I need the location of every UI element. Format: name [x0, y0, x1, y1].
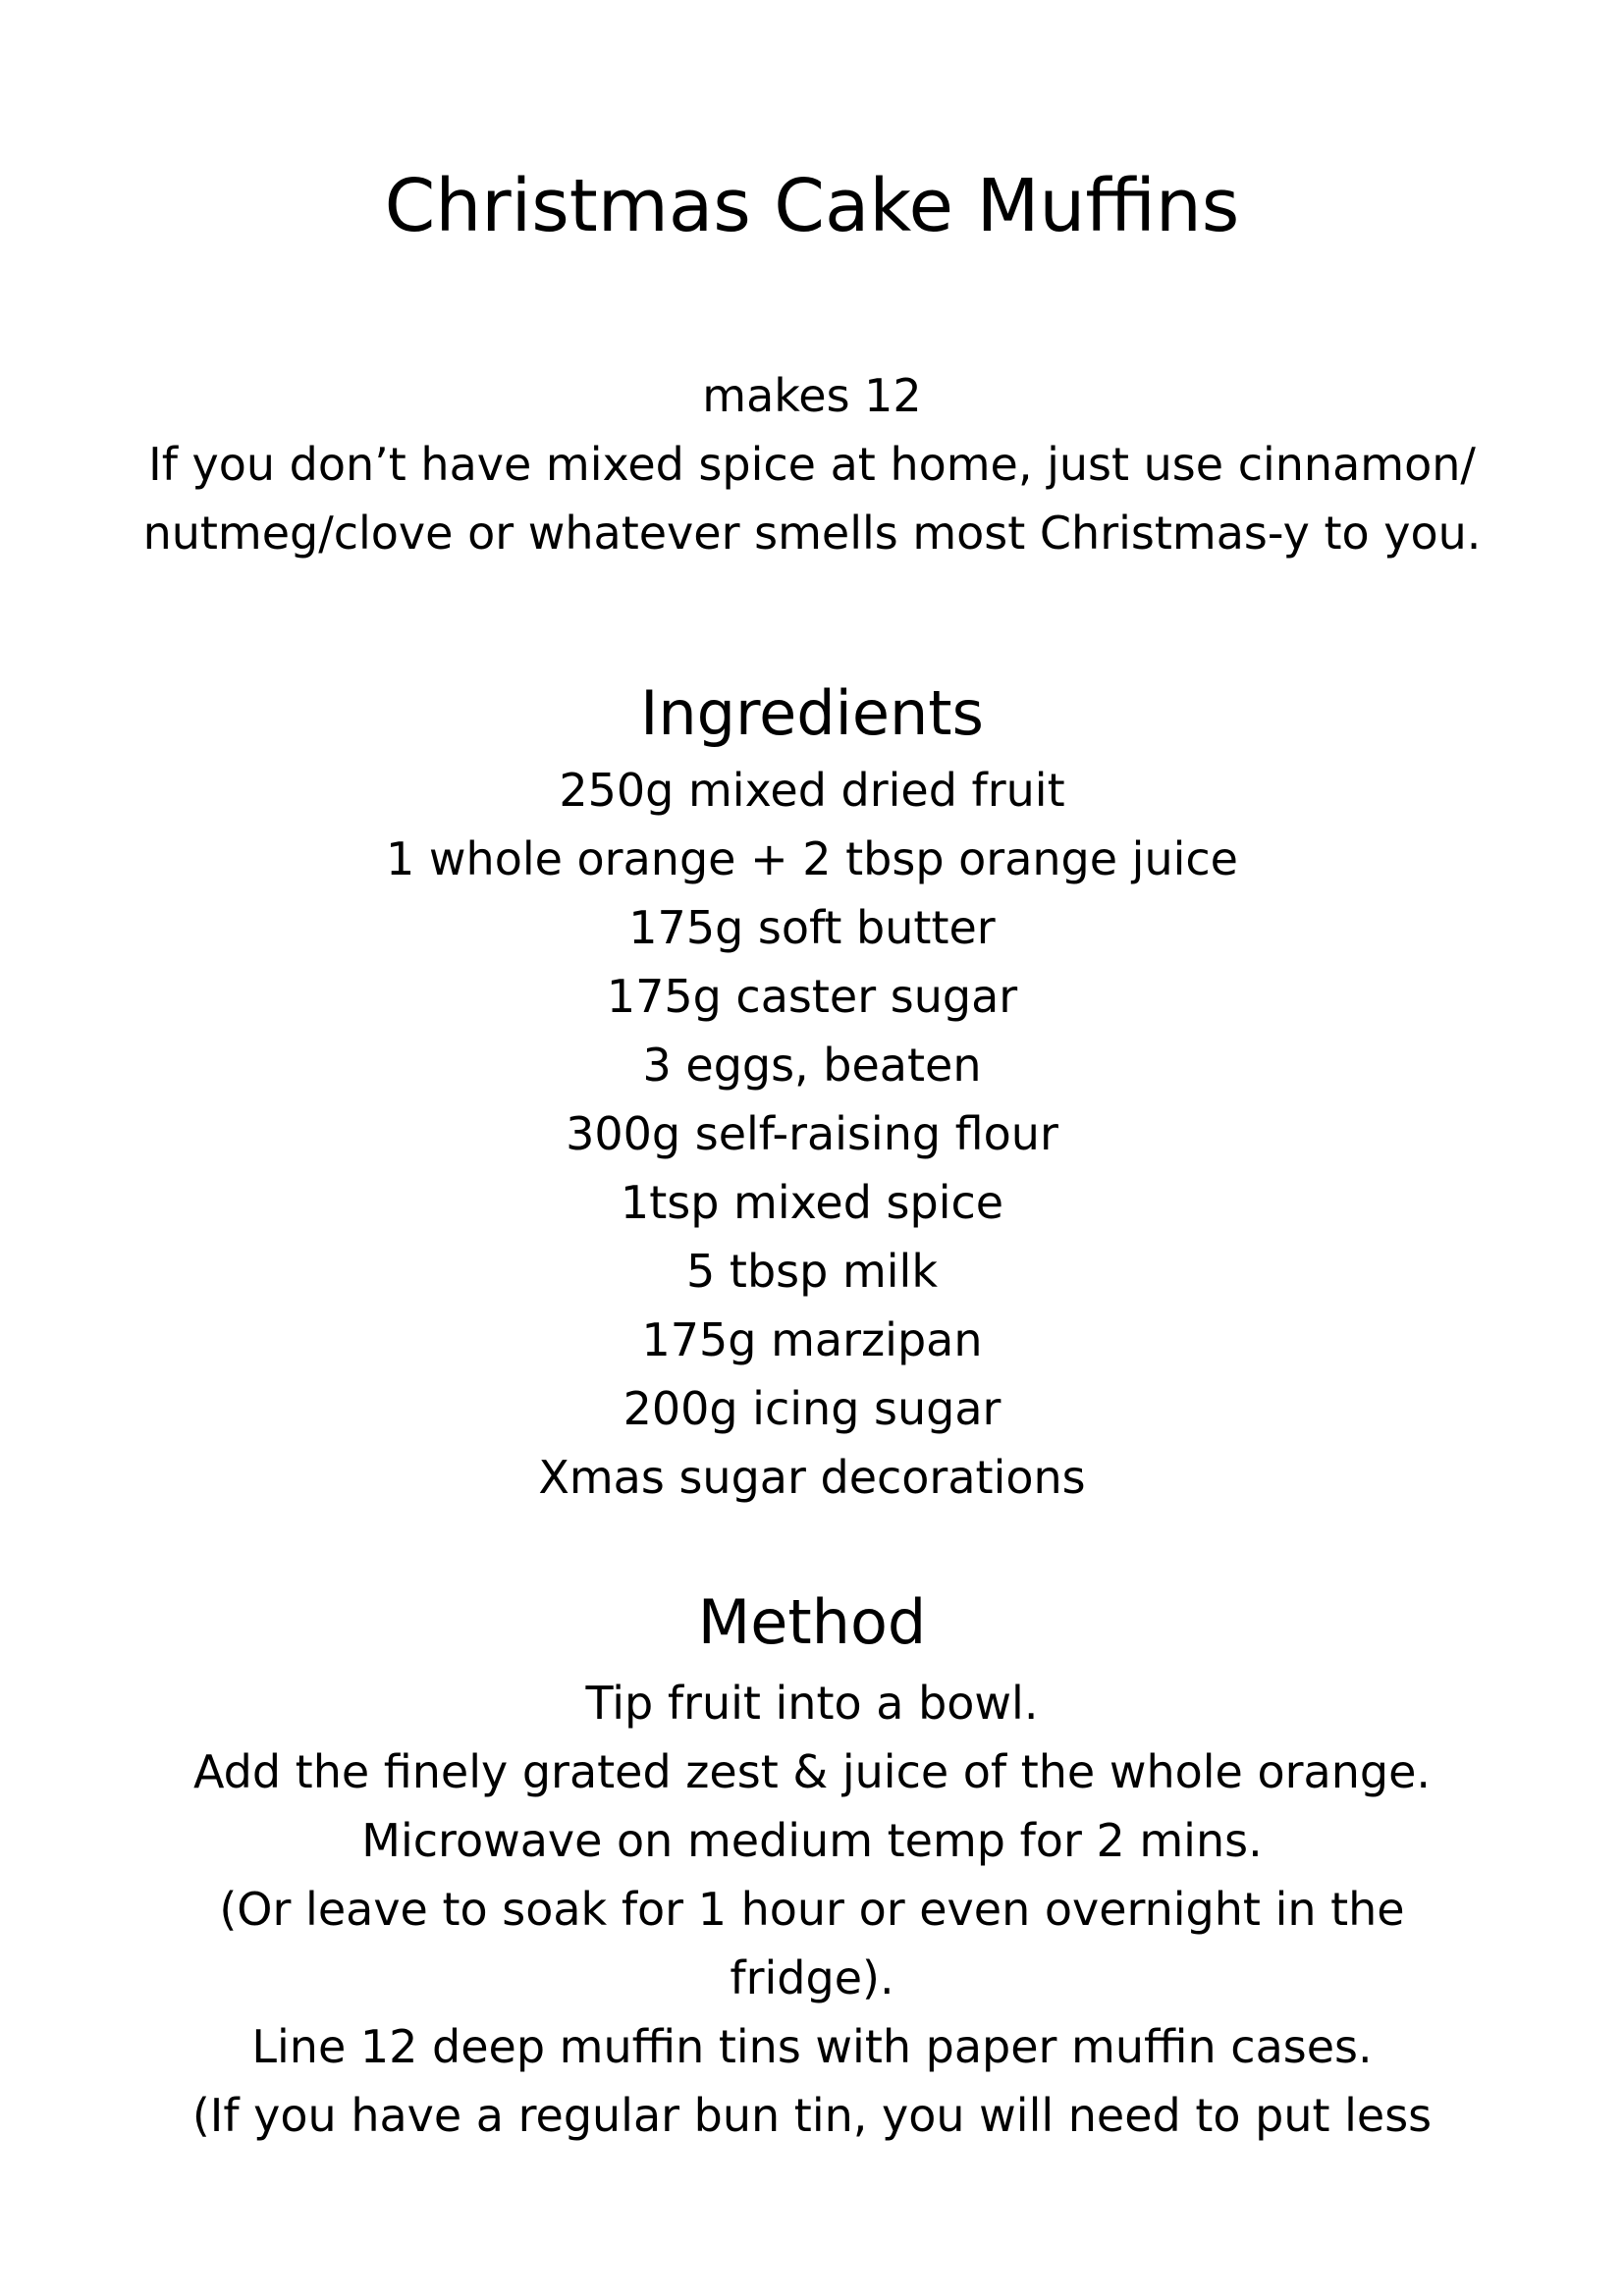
ingredients-list: [0, 756, 1624, 1512]
ingredients-heading: Ingredients: [640, 677, 984, 749]
ingredient-item: 175g caster sugar: [606, 970, 1018, 1023]
ingredient-item: 5 tbsp milk: [686, 1245, 938, 1298]
ingredient-item: 1 whole orange + 2 tbsp orange juice: [386, 832, 1238, 885]
method-line: (Or leave to soak for 1 hour or even overnight in the: [219, 1883, 1405, 1936]
ingredient-item: 1tsp mixed spice: [620, 1176, 1004, 1229]
ingredient-item: 300g self-raising flour: [566, 1107, 1058, 1160]
method-line: Microwave on medium temp for 2 mins.: [361, 1814, 1263, 1867]
ingredient-item: 250g mixed dried fruit: [559, 764, 1065, 817]
recipe-intro: [0, 361, 1624, 567]
method-line: Line 12 deep muffin tins with paper muffin cases.: [251, 2020, 1373, 2073]
method-steps: [0, 1669, 1624, 2150]
method-line: Tip fruit into a bowl.: [585, 1677, 1039, 1730]
method-line: fridge).: [730, 1951, 894, 2004]
spice-note-line-1: If you don’t have mixed spice at home, just use cinnamon/: [148, 438, 1476, 491]
ingredient-item: 175g soft butter: [628, 901, 996, 954]
method-heading: Method: [697, 1586, 927, 1658]
ingredient-item: 175g marzipan: [641, 1313, 983, 1366]
ingredient-item: Xmas sugar decorations: [538, 1451, 1086, 1504]
method-line: (If you have a regular bun tin, you will need to put less: [191, 2089, 1433, 2142]
ingredient-item: 3 eggs, beaten: [642, 1039, 982, 1092]
yield-text: makes 12: [702, 369, 922, 422]
ingredient-item: 200g icing sugar: [623, 1382, 1001, 1435]
recipe-title: Christmas Cake Muffins: [384, 164, 1240, 248]
method-line: Add the finely grated zest & juice of the whole orange.: [192, 1745, 1431, 1798]
spice-note-line-2: nutmeg/clove or whatever smells most Christmas-y to you.: [142, 507, 1482, 560]
